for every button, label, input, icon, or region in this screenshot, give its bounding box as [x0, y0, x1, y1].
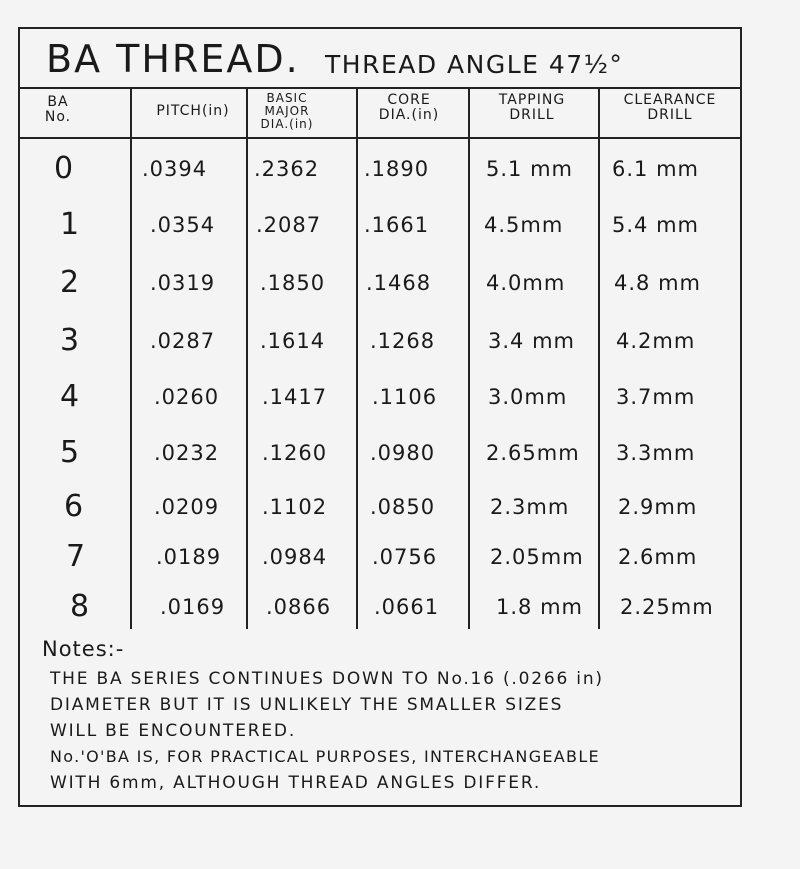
header-pitch: PITCH(in) [156, 103, 230, 119]
clearance-drill-value: 2.9mm [618, 495, 698, 519]
major-dia-value: .2362 [254, 157, 320, 181]
thread-angle-subtitle: THREAD ANGLE 47½° [325, 50, 624, 79]
core-dia-value: .1890 [364, 157, 430, 181]
table-row [20, 141, 740, 197]
title-bar [20, 29, 740, 89]
header-clearance-drill: CLEARANCE DRILL [623, 92, 717, 123]
clearance-drill-value: 2.25mm [620, 595, 714, 619]
pitch-value: .0394 [142, 157, 208, 181]
notes-heading: Notes:- [42, 637, 125, 661]
major-dia-value: .2087 [256, 213, 322, 237]
clearance-drill-value: 3.3mm [616, 441, 696, 465]
pitch-value: .0319 [150, 271, 216, 295]
page-title: BA THREAD. [46, 37, 300, 81]
major-dia-value: .1417 [262, 385, 328, 409]
table-row [20, 529, 740, 585]
clearance-drill-value: 5.4 mm [612, 213, 699, 237]
ba-number: 8 [70, 589, 91, 624]
tapping-drill-value: 4.5mm [484, 213, 564, 237]
major-dia-value: .1260 [262, 441, 328, 465]
tapping-drill-value: 2.65mm [486, 441, 580, 465]
pitch-value: .0189 [156, 545, 222, 569]
major-dia-value: .1614 [260, 329, 326, 353]
tapping-drill-value: 2.3mm [490, 495, 570, 519]
note-line: WILL BE ENCOUNTERED. [50, 721, 297, 741]
tapping-drill-value: 2.05mm [490, 545, 584, 569]
clearance-drill-value: 2.6mm [618, 545, 698, 569]
tapping-drill-value: 3.4 mm [488, 329, 575, 353]
core-dia-value: .0850 [370, 495, 436, 519]
pitch-value: .0209 [154, 495, 220, 519]
core-dia-value: .0661 [374, 595, 440, 619]
clearance-drill-value: 4.8 mm [614, 271, 701, 295]
ba-number: 4 [60, 379, 81, 414]
pitch-value: .0260 [154, 385, 220, 409]
note-line: No.'O'BA IS, FOR PRACTICAL PURPOSES, INTERCHANGEABLE [50, 747, 600, 766]
ba-number: 5 [60, 435, 81, 470]
tapping-drill-value: 1.8 mm [496, 595, 583, 619]
core-dia-value: .0756 [372, 545, 438, 569]
core-dia-value: .0980 [370, 441, 436, 465]
clearance-drill-value: 4.2mm [616, 329, 696, 353]
ba-number: 0 [54, 151, 75, 186]
header-ba-no: BA No. [44, 94, 72, 125]
pitch-value: .0287 [150, 329, 216, 353]
tapping-drill-value: 4.0mm [486, 271, 566, 295]
major-dia-value: .0866 [266, 595, 332, 619]
core-dia-value: .1268 [370, 329, 436, 353]
table-row [20, 579, 740, 635]
notes-section [20, 629, 740, 805]
thread-table [20, 89, 740, 629]
header-basic-major-dia: BASIC MAJOR DIA.(in) [260, 91, 314, 131]
note-line: WITH 6mm, ALTHOUGH THREAD ANGLES DIFFER. [50, 773, 542, 793]
table-row [20, 313, 740, 369]
major-dia-value: .0984 [262, 545, 328, 569]
major-dia-value: .1850 [260, 271, 326, 295]
tapping-drill-value: 5.1 mm [486, 157, 573, 181]
core-dia-value: .1106 [372, 385, 438, 409]
ba-number: 7 [66, 539, 87, 574]
core-dia-value: .1661 [364, 213, 430, 237]
header-divider [20, 137, 740, 139]
ba-number: 6 [64, 489, 85, 524]
ba-number: 2 [60, 265, 81, 300]
table-row [20, 255, 740, 311]
ba-thread-chart [18, 27, 742, 807]
header-tapping-drill: TAPPING DRILL [498, 92, 566, 123]
clearance-drill-value: 6.1 mm [612, 157, 699, 181]
pitch-value: .0232 [154, 441, 220, 465]
header-core-dia: CORE DIA.(in) [378, 92, 440, 123]
note-line: DIAMETER BUT IT IS UNLIKELY THE SMALLER SIZES [50, 695, 564, 715]
clearance-drill-value: 3.7mm [616, 385, 696, 409]
tapping-drill-value: 3.0mm [488, 385, 568, 409]
core-dia-value: .1468 [366, 271, 432, 295]
major-dia-value: .1102 [262, 495, 328, 519]
table-row [20, 479, 740, 535]
ba-number: 3 [60, 323, 81, 358]
table-row [20, 369, 740, 425]
pitch-value: .0354 [150, 213, 216, 237]
table-row [20, 197, 740, 253]
table-row [20, 425, 740, 481]
ba-number: 1 [60, 207, 81, 242]
pitch-value: .0169 [160, 595, 226, 619]
note-line: THE BA SERIES CONTINUES DOWN TO No.16 (.0266 in) [50, 669, 604, 689]
